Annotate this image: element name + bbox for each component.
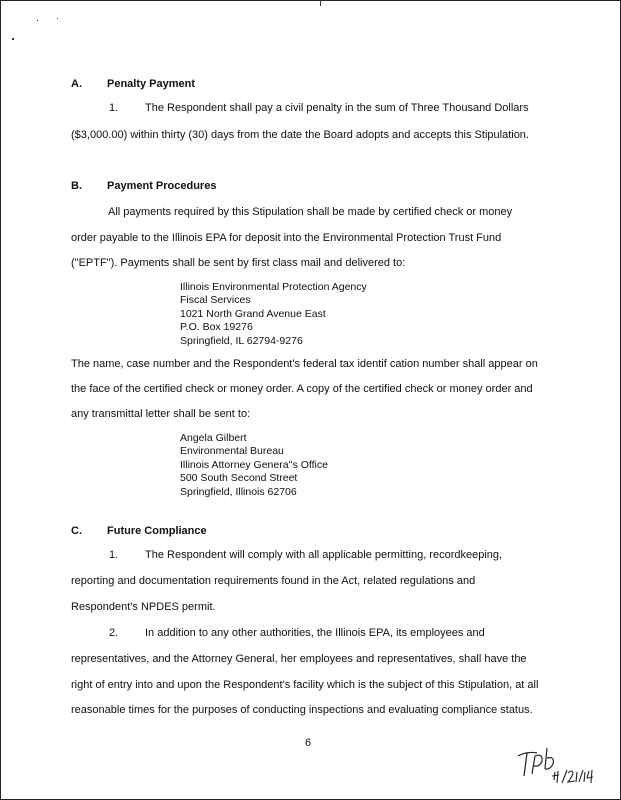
section-c-p1-line: The Respondent will comply with all applicable permitting, recordkeeping, [145, 549, 503, 561]
scan-speck [37, 20, 38, 21]
section-c-p2-number: 2. [109, 627, 119, 639]
section-c-p2-line: reasonable times for the purposes of conducting inspections and evaluating compliance status. [71, 704, 533, 716]
address-block-attorney-general [180, 432, 328, 499]
address-line: 500 South Second Street [180, 472, 298, 485]
address-line: Illinois Environmental Protection Agency [180, 281, 367, 293]
section-b-line: the face of the certified check or money order. A copy of the certified check or money order and [71, 383, 533, 395]
address-line: Environmental Bureau [180, 445, 284, 458]
section-c-letter: C. [71, 525, 82, 537]
section-a-heading: Penalty Payment [107, 78, 196, 90]
address-line: P.O. Box 19276 [180, 321, 253, 334]
section-c-p1-line: Respondent's NPDES permit. [71, 601, 216, 613]
section-b-line: any transmittal letter shall be sent to: [71, 408, 251, 420]
section-c-p1-number: 1. [109, 549, 119, 561]
section-c-p2-line: right of entry into and upon the Respondent's facility which is the subject of this Stipulation, at all [71, 679, 539, 691]
address-line: Springfield, Illinois 62706 [180, 485, 297, 498]
section-c-p1-line: reporting and documentation requirements found in the Act, related regulations and [71, 575, 476, 587]
section-a-p1-line: The Respondent shall pay a civil penalty in the sum of Three Thousand Dollars [145, 102, 529, 114]
address-line: Illinois Attorney Genera''s Office [180, 458, 328, 471]
address-line: 1021 North Grand Avenue East [180, 307, 326, 320]
address-block-iepa [180, 281, 367, 348]
section-b-letter: B. [71, 180, 82, 192]
section-c-p2-line: representatives, and the Attorney General, her employees and representatives, shall have the [71, 653, 527, 665]
scan-speck [12, 38, 14, 40]
section-b-heading: Payment Procedures [107, 180, 217, 192]
scan-speck [320, 0, 321, 6]
address-line: Springfield, IL 62794-9276 [180, 334, 303, 347]
section-c-heading: Future Compliance [107, 525, 207, 537]
section-a-letter: A. [71, 78, 82, 90]
section-a-p1-number: 1. [109, 102, 119, 114]
section-c-p2-line: In addition to any other authorities, the Illinois EPA, its employees and [145, 627, 485, 639]
address-line: Angela Gilbert [180, 432, 247, 444]
section-b-line: All payments required by this Stipulation shall be made by certified check or money [108, 206, 513, 218]
scan-speck [57, 18, 58, 19]
address-line: Fiscal Services [180, 294, 251, 307]
section-b-line: ("EPTF"). Payments shall be sent by first class mail and delivered to: [71, 257, 406, 269]
section-b-line: The name, case number and the Respondent's federal tax identif cation number shall appear on [71, 358, 538, 370]
page-number: 6 [305, 737, 312, 749]
section-b-line: order payable to the Illinois EPA for deposit into the Environmental Protection Trust Fund [71, 232, 502, 244]
handwritten-initials-signature [515, 742, 595, 787]
section-a-p1-line: ($3,000.00) within thirty (30) days from the date the Board adopts and accepts this Stipulation. [71, 129, 529, 141]
